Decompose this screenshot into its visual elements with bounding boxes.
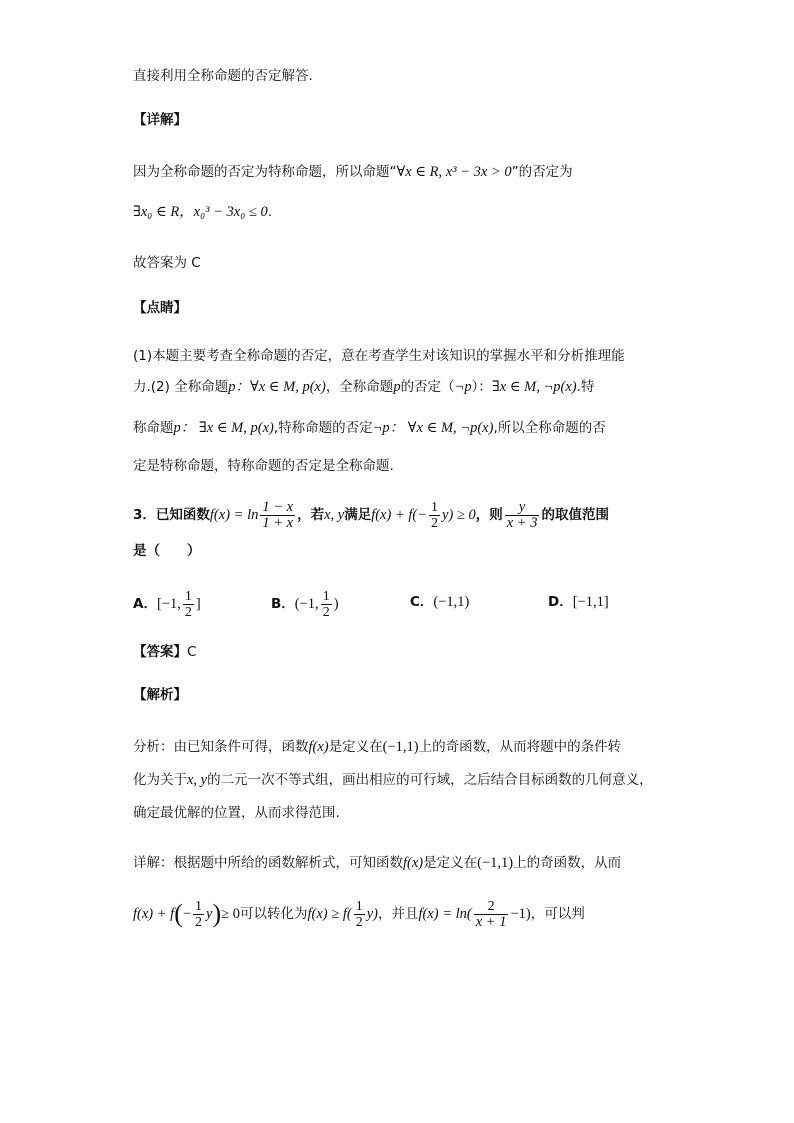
fraction: $\frac{1}{2}$: [431, 499, 439, 531]
note-heading: 【点睛】: [133, 300, 187, 316]
fraction: $\frac{1}{2}$: [322, 588, 330, 620]
fraction: $\frac{2}{x + 1}$: [475, 898, 507, 930]
analysis-heading: 【解析】: [133, 687, 187, 703]
detail-heading: 【详解】: [133, 112, 187, 128]
detail-solution-line-1: 详解：根据题中所给的函数解析式，可知函数f(x)是定义在(−1,1)上的奇函数，从而: [133, 855, 622, 871]
fraction: $\frac{1}{2}$: [355, 898, 363, 930]
math-forall-statement: ∀x ∈ R, x³ − 3x > 0: [396, 164, 512, 180]
detail-solution-line-2: f(x) + f(− $\frac{1}{2}$ y)≥ 0可以转化为f(x) ≥ f( $\frac{1}{2}$ y)，并且f(x) = ln( $\frac{2}{x + 1}$ −1)，可以判: [133, 898, 585, 930]
intro-line: 直接利用全称命题的否定解答.: [133, 68, 313, 84]
answer-line: 【答案】C: [133, 644, 197, 660]
fraction: $\frac{1}{2}$: [195, 898, 203, 930]
detail-line-1: 因为全称命题的否定为特称命题，所以命题“∀x ∈ R, x³ − 3x > 0”的否定为: [133, 164, 573, 180]
note-line-1: (1)本题主要考查全称命题的否定，意在考查学生对该知识的掌握水平和分析推理能: [133, 348, 625, 364]
option-b: B．(−1, $\frac{1}{2}$ ): [271, 588, 339, 620]
answer-value: C: [187, 644, 197, 660]
analysis-line-1: 分析：由已知条件可得，函数f(x)是定义在(−1,1)上的奇函数，从而将题中的条件转: [133, 739, 622, 755]
detail-line-2: ∃x₀ ∈ R，x₀³ − 3x₀ ≤ 0.: [133, 204, 273, 220]
option-d: D．[−1,1]: [548, 594, 609, 610]
math-negation-statement: ∃x₀ ∈ R，x₀³ − 3x₀ ≤ 0: [133, 204, 268, 220]
note-line-2: 力.(2) 全称命题p：∀x ∈ M, p(x)，全称命题p的否定（¬p）：∃x ∈ M, ¬p(x).特: [133, 379, 595, 395]
note-line-4: 定是特称命题，特称命题的否定是全称命题.: [133, 458, 394, 474]
analysis-line-2: 化为关于x, y的二元一次不等式组，画出相应的可行域，之后结合目标函数的几何意义，: [133, 772, 653, 788]
analysis-line-3: 确定最优解的位置，从而求得范围.: [133, 805, 340, 821]
fraction: $\frac{1}{2}$: [184, 588, 192, 620]
fraction: $\frac{1 - x}{1 + x}$: [262, 498, 294, 531]
conclusion-line: 故答案为 C: [133, 255, 201, 271]
note-line-3: 称命题p： ∃x ∈ M, p(x),特称命题的否定¬p： ∀x ∈ M, ¬p(x),所以全称命题的否: [133, 420, 606, 436]
option-a: A．[−1, $\frac{1}{2}$ ]: [133, 588, 201, 620]
question-line-1: 3．已知函数f(x) = ln $\frac{1 - x}{1 + x}$ ，若x, y满足f(x) + f(− $\frac{1}{2}$ y) ≥ 0，则 $\frac{y}{x + 3}$ 的取值范围: [133, 498, 609, 531]
fraction: $\frac{y}{x + 3}$: [506, 498, 538, 531]
question-line-2: 是（ ）: [133, 543, 201, 559]
option-c: C．(−1,1): [410, 594, 470, 610]
